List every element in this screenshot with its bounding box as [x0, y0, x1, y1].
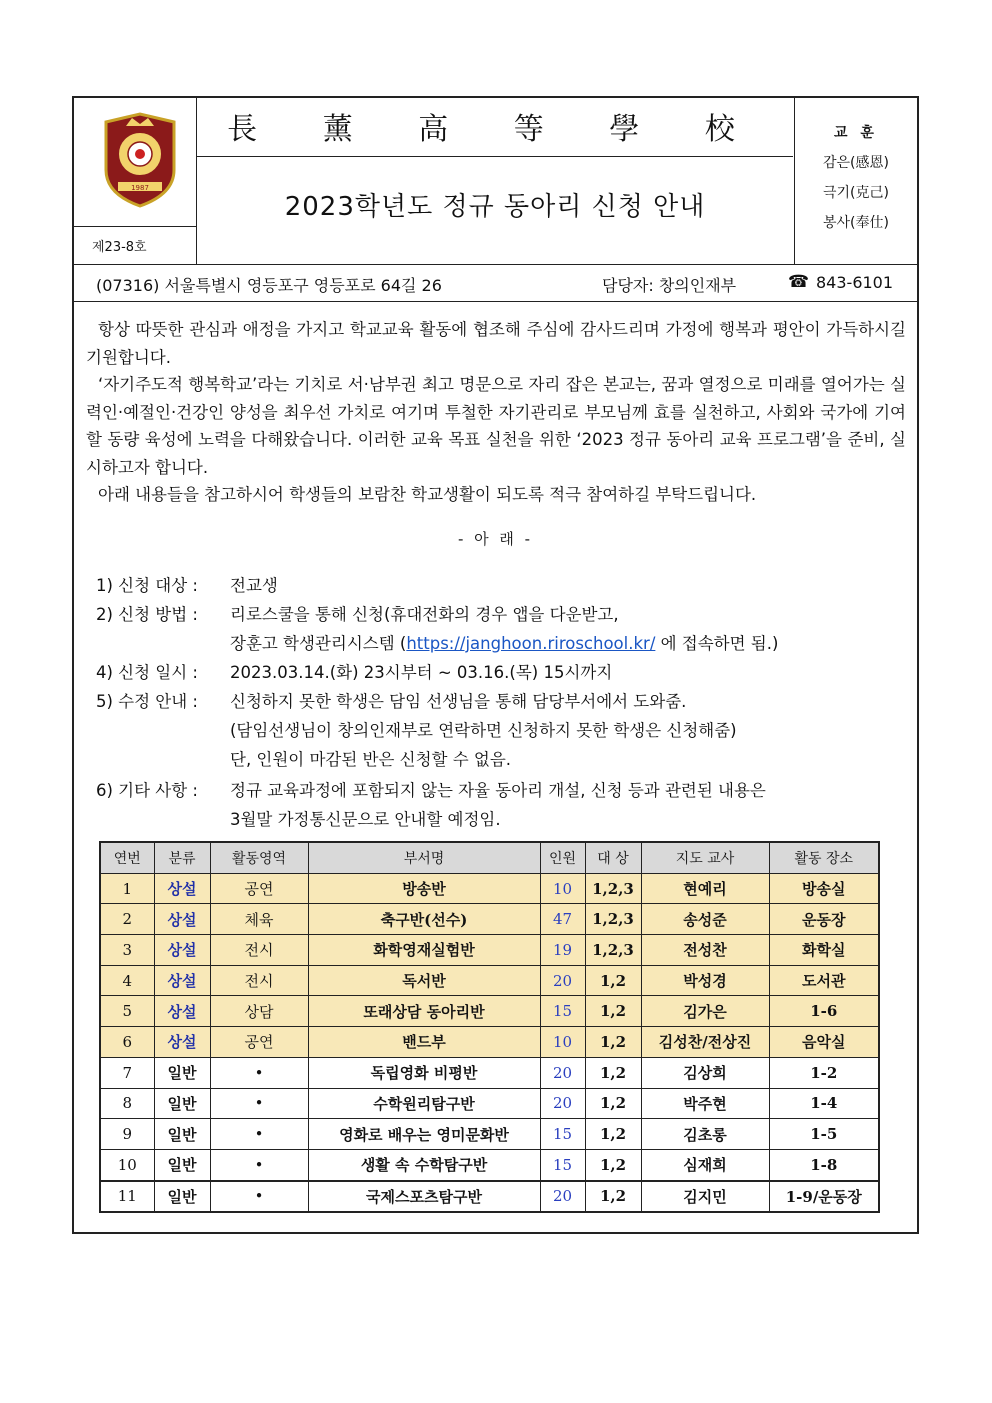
cell-grade: 1,2,3: [585, 904, 641, 935]
cell-place: 방송실: [769, 873, 879, 904]
paragraph: ‘자기주도적 행복학교’라는 기치로 서·남부권 최고 명문으로 자리 잡은 본교는, 꿈과 열정으로 미래를 열어가는 실력인·예절인·건강인 양성을 최우선 가치로 여기며 투철한 자기관리로 부모님께 효를 실천하고, 사회와 국가에 기여할 동량 육성에 노력을 다해왔습니다. 이러한 교육 목표 실천을 위한 ‘2023 정규 동아리 교육 프로그램’을 준비, 실시하고자 합니다.: [86, 375, 906, 477]
table-row: [100, 1027, 879, 1058]
cell-grade: 1,2: [585, 1057, 641, 1088]
paragraph: 항상 따뜻한 관심과 애정을 가지고 학교교육 활동에 협조해 주심에 감사드리며 가정에 행복과 평안이 가득하시길 기원합니다.: [86, 320, 906, 367]
cell-no: 7: [100, 1057, 154, 1088]
cell-no: 6: [100, 1027, 154, 1058]
cell-count: 20: [540, 965, 585, 996]
cell-club-name: 생활 속 수학탐구반: [308, 1149, 540, 1180]
item-value-text: 장훈고 학생관리시스템 (: [230, 634, 407, 653]
cell-grade: 1,2: [585, 1027, 641, 1058]
school-motto: [795, 118, 917, 238]
item-value: 전교생: [230, 576, 278, 595]
cell-teacher: 박성경: [641, 965, 769, 996]
cell-club-name: 방송반: [308, 873, 540, 904]
table-row: [100, 935, 879, 966]
cell-category: 일반: [154, 1057, 210, 1088]
address-bar: [74, 264, 917, 302]
cell-teacher: 김성찬/전상진: [641, 1027, 769, 1058]
cell-teacher: 송성준: [641, 904, 769, 935]
table-row: [100, 1088, 879, 1119]
section-mark: - 아 래 -: [457, 530, 534, 548]
table-row: [100, 904, 879, 935]
cell-grade: 1,2,3: [585, 935, 641, 966]
cell-teacher: 김가은: [641, 996, 769, 1027]
cell-category: 상설: [154, 1027, 210, 1058]
cell-grade: 1,2: [585, 1181, 641, 1213]
cell-place: 1-8: [769, 1149, 879, 1180]
cell-area: 전시: [210, 965, 308, 996]
item-value: [230, 630, 778, 654]
cell-area: 전시: [210, 935, 308, 966]
column-header: 연번: [100, 842, 154, 873]
column-header: 분류: [154, 842, 210, 873]
cell-category: 상설: [154, 965, 210, 996]
cell-place: 1-2: [769, 1057, 879, 1088]
notice-frame: [72, 96, 919, 1234]
column-header: 활동영역: [210, 842, 308, 873]
column-header: 부서명: [308, 842, 540, 873]
cell-grade: 1,2: [585, 996, 641, 1027]
cell-count: 15: [540, 1149, 585, 1180]
cell-teacher: 심재희: [641, 1149, 769, 1180]
cell-no: 2: [100, 904, 154, 935]
cell-no: 3: [100, 935, 154, 966]
table-row: [100, 965, 879, 996]
issue-number: 제23-8호: [92, 240, 147, 255]
club-table-body: [100, 873, 879, 1212]
cell-place: 1-6: [769, 996, 879, 1027]
table-row: [100, 1149, 879, 1180]
cell-count: 15: [540, 1119, 585, 1150]
cell-category: 상설: [154, 873, 210, 904]
item-value: 3월말 가정통신문으로 안내할 예정임.: [230, 810, 501, 829]
cell-category: 상설: [154, 996, 210, 1027]
cell-category: 일반: [154, 1119, 210, 1150]
cell-no: 1: [100, 873, 154, 904]
cell-count: 10: [540, 1027, 585, 1058]
cell-club-name: 화학영재실험반: [308, 935, 540, 966]
school-name: 長 薰 高 等 學 校: [227, 112, 763, 147]
cell-count: 10: [540, 873, 585, 904]
cell-teacher: 김지민: [641, 1181, 769, 1213]
cell-teacher: 김초롱: [641, 1119, 769, 1150]
item-value: 리로스쿨을 통해 신청(휴대전화의 경우 앱을 다운받고,: [230, 605, 619, 624]
school-emblem-icon: [100, 112, 180, 208]
contact-department: 담당자: 창의인재부: [602, 276, 737, 295]
column-header: 대 상: [585, 842, 641, 873]
cell-place: 화학실: [769, 935, 879, 966]
cell-area: •: [210, 1088, 308, 1119]
column-header: 지도 교사: [641, 842, 769, 873]
table-row: [100, 996, 879, 1027]
cell-grade: 1,2: [585, 965, 641, 996]
cell-area: 공연: [210, 1027, 308, 1058]
cell-count: 20: [540, 1057, 585, 1088]
cell-place: 음악실: [769, 1027, 879, 1058]
item-value-text: 에 접속하면 됨.): [655, 634, 779, 653]
svg-text:1987: 1987: [131, 184, 149, 192]
cell-category: 일반: [154, 1088, 210, 1119]
cell-area: •: [210, 1057, 308, 1088]
cell-area: 공연: [210, 873, 308, 904]
cell-teacher: 박주현: [641, 1088, 769, 1119]
cell-area: 상담: [210, 996, 308, 1027]
cell-club-name: 영화로 배우는 영미문화반: [308, 1119, 540, 1150]
cell-count: 20: [540, 1088, 585, 1119]
cell-no: 5: [100, 996, 154, 1027]
cell-teacher: 전성찬: [641, 935, 769, 966]
cell-grade: 1,2: [585, 1149, 641, 1180]
cell-club-name: 밴드부: [308, 1027, 540, 1058]
cell-place: 1-5: [769, 1119, 879, 1150]
cell-teacher: 김상희: [641, 1057, 769, 1088]
cell-club-name: 독립영화 비평반: [308, 1057, 540, 1088]
cell-teacher: 현예리: [641, 873, 769, 904]
motto-title: 교 훈: [834, 125, 878, 141]
header: [74, 98, 917, 264]
cell-no: 8: [100, 1088, 154, 1119]
school-address: (07316) 서울특별시 영등포구 영등포로 64길 26: [96, 276, 442, 295]
cell-club-name: 독서반: [308, 965, 540, 996]
cell-grade: 1,2: [585, 1088, 641, 1119]
notice-body: [86, 316, 906, 509]
item-value: 신청하지 못한 학생은 담임 선생님을 통해 담당부서에서 도와줌.: [230, 692, 687, 711]
cell-count: 20: [540, 1181, 585, 1213]
phone-number: 843-6101: [816, 273, 894, 292]
column-header: 인원: [540, 842, 585, 873]
cell-grade: 1,2,3: [585, 873, 641, 904]
paragraph: 아래 내용들을 참고하시어 학생들의 보람찬 학교생활이 되도록 적극 참여하길 부탁드립니다.: [98, 485, 757, 504]
club-table: [99, 841, 880, 1213]
cell-place: 1-9/운동장: [769, 1181, 879, 1213]
table-row: [100, 873, 879, 904]
table-header-row: [100, 842, 879, 873]
motto-item: 감은(感恩): [823, 155, 889, 171]
motto-item: 봉사(奉仕): [823, 215, 889, 231]
item-label: 5) 수정 안내 :: [96, 692, 198, 711]
cell-category: 상설: [154, 904, 210, 935]
cell-club-name: 축구반(선수): [308, 904, 540, 935]
cell-count: 15: [540, 996, 585, 1027]
cell-no: 10: [100, 1149, 154, 1180]
item-value: 2023.03.14.(화) 23시부터 ~ 03.16.(목) 15시까지: [230, 663, 613, 682]
cell-area: •: [210, 1119, 308, 1150]
item-label: 2) 신청 방법 :: [96, 605, 198, 624]
item-value: 단, 인원이 마감된 반은 신청할 수 없음.: [230, 750, 512, 769]
cell-no: 11: [100, 1181, 154, 1213]
cell-category: 일반: [154, 1149, 210, 1180]
cell-place: 1-4: [769, 1088, 879, 1119]
item-value: 정규 교육과정에 포함되지 않는 자율 동아리 개설, 신청 등과 관련된 내용은: [230, 781, 766, 800]
item-label: 1) 신청 대상 :: [96, 576, 198, 595]
item-label: 6) 기타 사항 :: [96, 781, 198, 800]
column-header: 활동 장소: [769, 842, 879, 873]
cell-count: 19: [540, 935, 585, 966]
cell-club-name: 또래상담 동아리반: [308, 996, 540, 1027]
motto-item: 극기(克己): [823, 185, 889, 201]
cell-club-name: 수학원리탐구반: [308, 1088, 540, 1119]
riroschool-link[interactable]: https://janghoon.riroschool.kr/: [406, 634, 656, 653]
cell-category: 일반: [154, 1181, 210, 1213]
item-value: (담임선생님이 창의인재부로 연락하면 신청하지 못한 학생은 신청해줌): [230, 721, 737, 740]
cell-no: 9: [100, 1119, 154, 1150]
table-row: [100, 1119, 879, 1150]
table-row: [100, 1181, 879, 1213]
cell-no: 4: [100, 965, 154, 996]
item-label: 4) 신청 일시 :: [96, 663, 198, 682]
cell-area: •: [210, 1181, 308, 1213]
cell-area: •: [210, 1149, 308, 1180]
cell-category: 상설: [154, 935, 210, 966]
table-row: [100, 1057, 879, 1088]
cell-count: 47: [540, 904, 585, 935]
cell-club-name: 국제스포츠탐구반: [308, 1181, 540, 1213]
phone-icon: ☎: [788, 272, 810, 292]
document-title: 2023학년도 정규 동아리 신청 안내: [284, 192, 706, 222]
cell-place: 도서관: [769, 965, 879, 996]
cell-grade: 1,2: [585, 1119, 641, 1150]
logo-cell: [74, 98, 196, 226]
cell-place: 운동장: [769, 904, 879, 935]
cell-area: 체육: [210, 904, 308, 935]
